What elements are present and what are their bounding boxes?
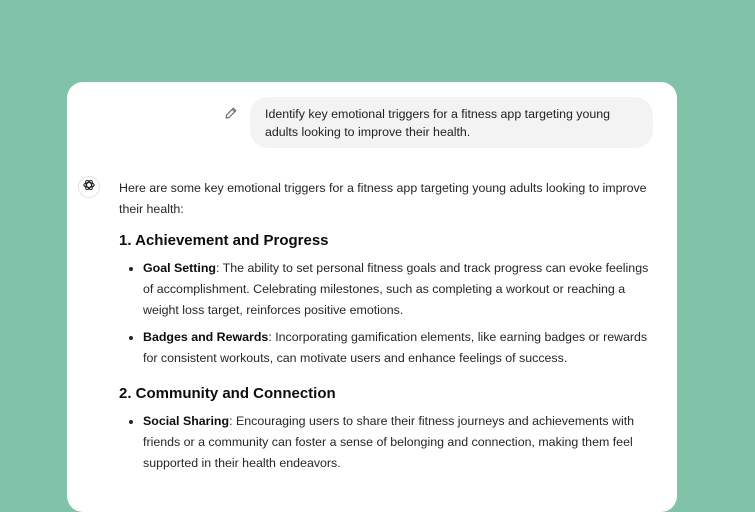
assistant-avatar xyxy=(78,176,100,198)
chat-panel xyxy=(67,82,677,512)
list-item xyxy=(119,327,649,369)
section-heading: 1. Achievement and Progress xyxy=(119,232,329,249)
user-message-text: Identify key emotional triggers for a fitness app targeting young adults looking to improve their health. xyxy=(265,107,611,139)
user-message-bubble xyxy=(250,97,653,148)
list-item-term: Goal Setting xyxy=(143,261,216,275)
list-item xyxy=(119,411,649,474)
list-item-text: : Encouraging users to share their fitness journeys and achievements with friends or a community can foster a sense of belonging and connection, making them feel supported in their health endeavors. xyxy=(143,414,635,470)
openai-logo-icon xyxy=(82,178,96,197)
pencil-icon[interactable] xyxy=(224,106,238,120)
list-item-term: Badges and Rewards xyxy=(143,330,269,344)
list-item xyxy=(119,258,649,321)
section-list xyxy=(119,258,649,369)
section-list xyxy=(119,411,649,474)
list-item-text: : Incorporating gamification elements, like earning badges or rewards for consistent workouts, can motivate users and enhance feelings of success. xyxy=(143,330,648,365)
list-item-term: Social Sharing xyxy=(143,414,230,428)
user-message-row xyxy=(67,97,677,149)
assistant-response xyxy=(119,178,649,474)
response-intro: Here are some key emotional triggers for a fitness app targeting young adults looking to improve their health: xyxy=(119,181,647,216)
list-item-text: : The ability to set personal fitness goals and track progress can evoke feelings of accomplishment. Celebrating milestones, such as completing a workout or reaching a weight loss target, reinforces positive emotions. xyxy=(143,261,649,317)
section-heading: 2. Community and Connection xyxy=(119,385,336,402)
